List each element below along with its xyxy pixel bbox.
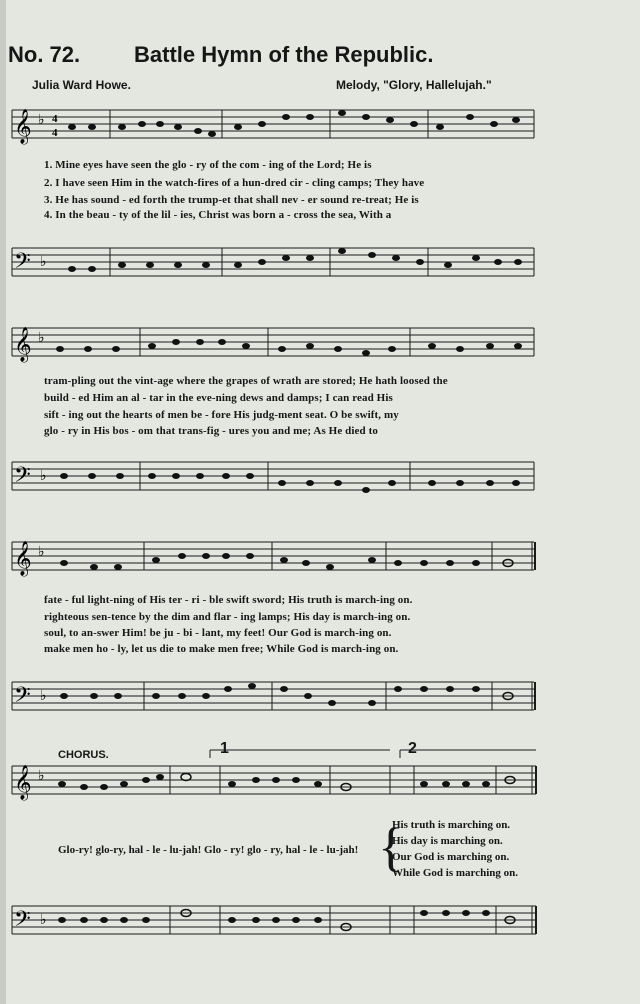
chorus-alternate-4: While God is marching on. xyxy=(392,867,519,879)
staff-chorus-treble xyxy=(0,744,640,812)
verse-4-line-1: 4. In the beau - ty of the lil - ies, Christ was born a - cross the sea, With a xyxy=(44,209,392,221)
verse-3-line-2: sift - ing out the hearts of men be - fore His judg-ment seat. O be swift, my xyxy=(44,409,399,421)
svg-text:𝄢: 𝄢 xyxy=(14,683,31,713)
verse-1-line-1: 1. Mine eyes have seen the glo - ry of the com - ing of the Lord; He is xyxy=(44,159,372,171)
staff-system-2-bass xyxy=(0,448,640,510)
verse-3-line-3: soul, to an-swer Him! be ju - bi - lant, my feet! Our God is march-ing on. xyxy=(44,627,392,639)
svg-text:♭: ♭ xyxy=(38,544,45,560)
svg-text:𝄞: 𝄞 xyxy=(14,109,32,144)
staff-system-2-treble xyxy=(0,316,640,376)
svg-text:♭: ♭ xyxy=(38,112,45,128)
staff-system-3-treble xyxy=(0,530,640,594)
svg-text:♭: ♭ xyxy=(40,254,47,270)
svg-text:𝄢: 𝄢 xyxy=(14,249,31,279)
author-credit: Julia Ward Howe. xyxy=(32,78,131,92)
svg-text:♭: ♭ xyxy=(38,330,45,346)
chorus-label: CHORUS. xyxy=(58,749,109,761)
svg-text:♭: ♭ xyxy=(38,768,45,784)
melody-credit: Melody, "Glory, Hallelujah." xyxy=(336,78,492,92)
verse-3-line-1: 3. He has sound - ed forth the trump-et that shall nev - er sound re-treat; He is xyxy=(44,194,419,206)
staff-system-1-bass xyxy=(0,232,640,302)
chorus-alternate-1: His truth is marching on. xyxy=(392,819,511,831)
verse-2-line-2: build - ed Him an al - tar in the eve-ning dews and damps; I can read His xyxy=(44,392,393,404)
svg-text:♭: ♭ xyxy=(40,468,47,484)
verse-1-line-3: fate - ful light-ning of His ter - ri - ble swift sword; His truth is march-ing on. xyxy=(44,594,413,606)
staff-system-3-bass xyxy=(0,662,640,730)
svg-text:𝄢: 𝄢 xyxy=(14,907,31,937)
chorus-alternate-2: His day is marching on. xyxy=(392,835,503,847)
alternates-brace: { xyxy=(378,817,404,877)
staff-system-1-treble xyxy=(0,96,640,166)
first-ending-marker: 1 xyxy=(220,740,229,757)
svg-text:𝄢: 𝄢 xyxy=(14,463,31,493)
hymn-number: No. 72. xyxy=(8,42,81,67)
hymn-title: Battle Hymn of the Republic. xyxy=(134,42,434,67)
svg-text:𝄞: 𝄞 xyxy=(14,327,32,362)
svg-text:4: 4 xyxy=(52,113,58,125)
verse-4-line-2: glo - ry in His bos - om that trans-fig - ures you and me; As He died to xyxy=(44,425,378,437)
chorus-alternate-3: Our God is marching on. xyxy=(392,851,510,863)
verse-1-line-2: tram-pling out the vint-age where the grapes of wrath are stored; He hath loosed the xyxy=(44,375,448,387)
verse-4-line-3: make men ho - ly, let us die to make men free; While God is march-ing on. xyxy=(44,643,399,655)
svg-text:𝄞: 𝄞 xyxy=(14,765,32,800)
staff-chorus-bass xyxy=(0,884,640,958)
svg-text:♭: ♭ xyxy=(40,688,47,704)
verse-2-line-1: 2. I have seen Him in the watch-fires of a hun-dred cir - cling camps; They have xyxy=(44,177,425,189)
verse-2-line-3: righteous sen-tence by the dim and flar - ing lamps; His day is march-ing on. xyxy=(44,611,411,623)
svg-text:4: 4 xyxy=(52,127,58,139)
svg-text:♭: ♭ xyxy=(40,912,47,928)
hymn-header xyxy=(8,42,628,70)
second-ending-marker: 2 xyxy=(408,740,417,757)
chorus-lyric: Glo-ry! glo-ry, hal - le - lu-jah! Glo - ry! glo - ry, hal - le - lu-jah! xyxy=(58,844,359,856)
svg-text:𝄞: 𝄞 xyxy=(14,541,32,576)
